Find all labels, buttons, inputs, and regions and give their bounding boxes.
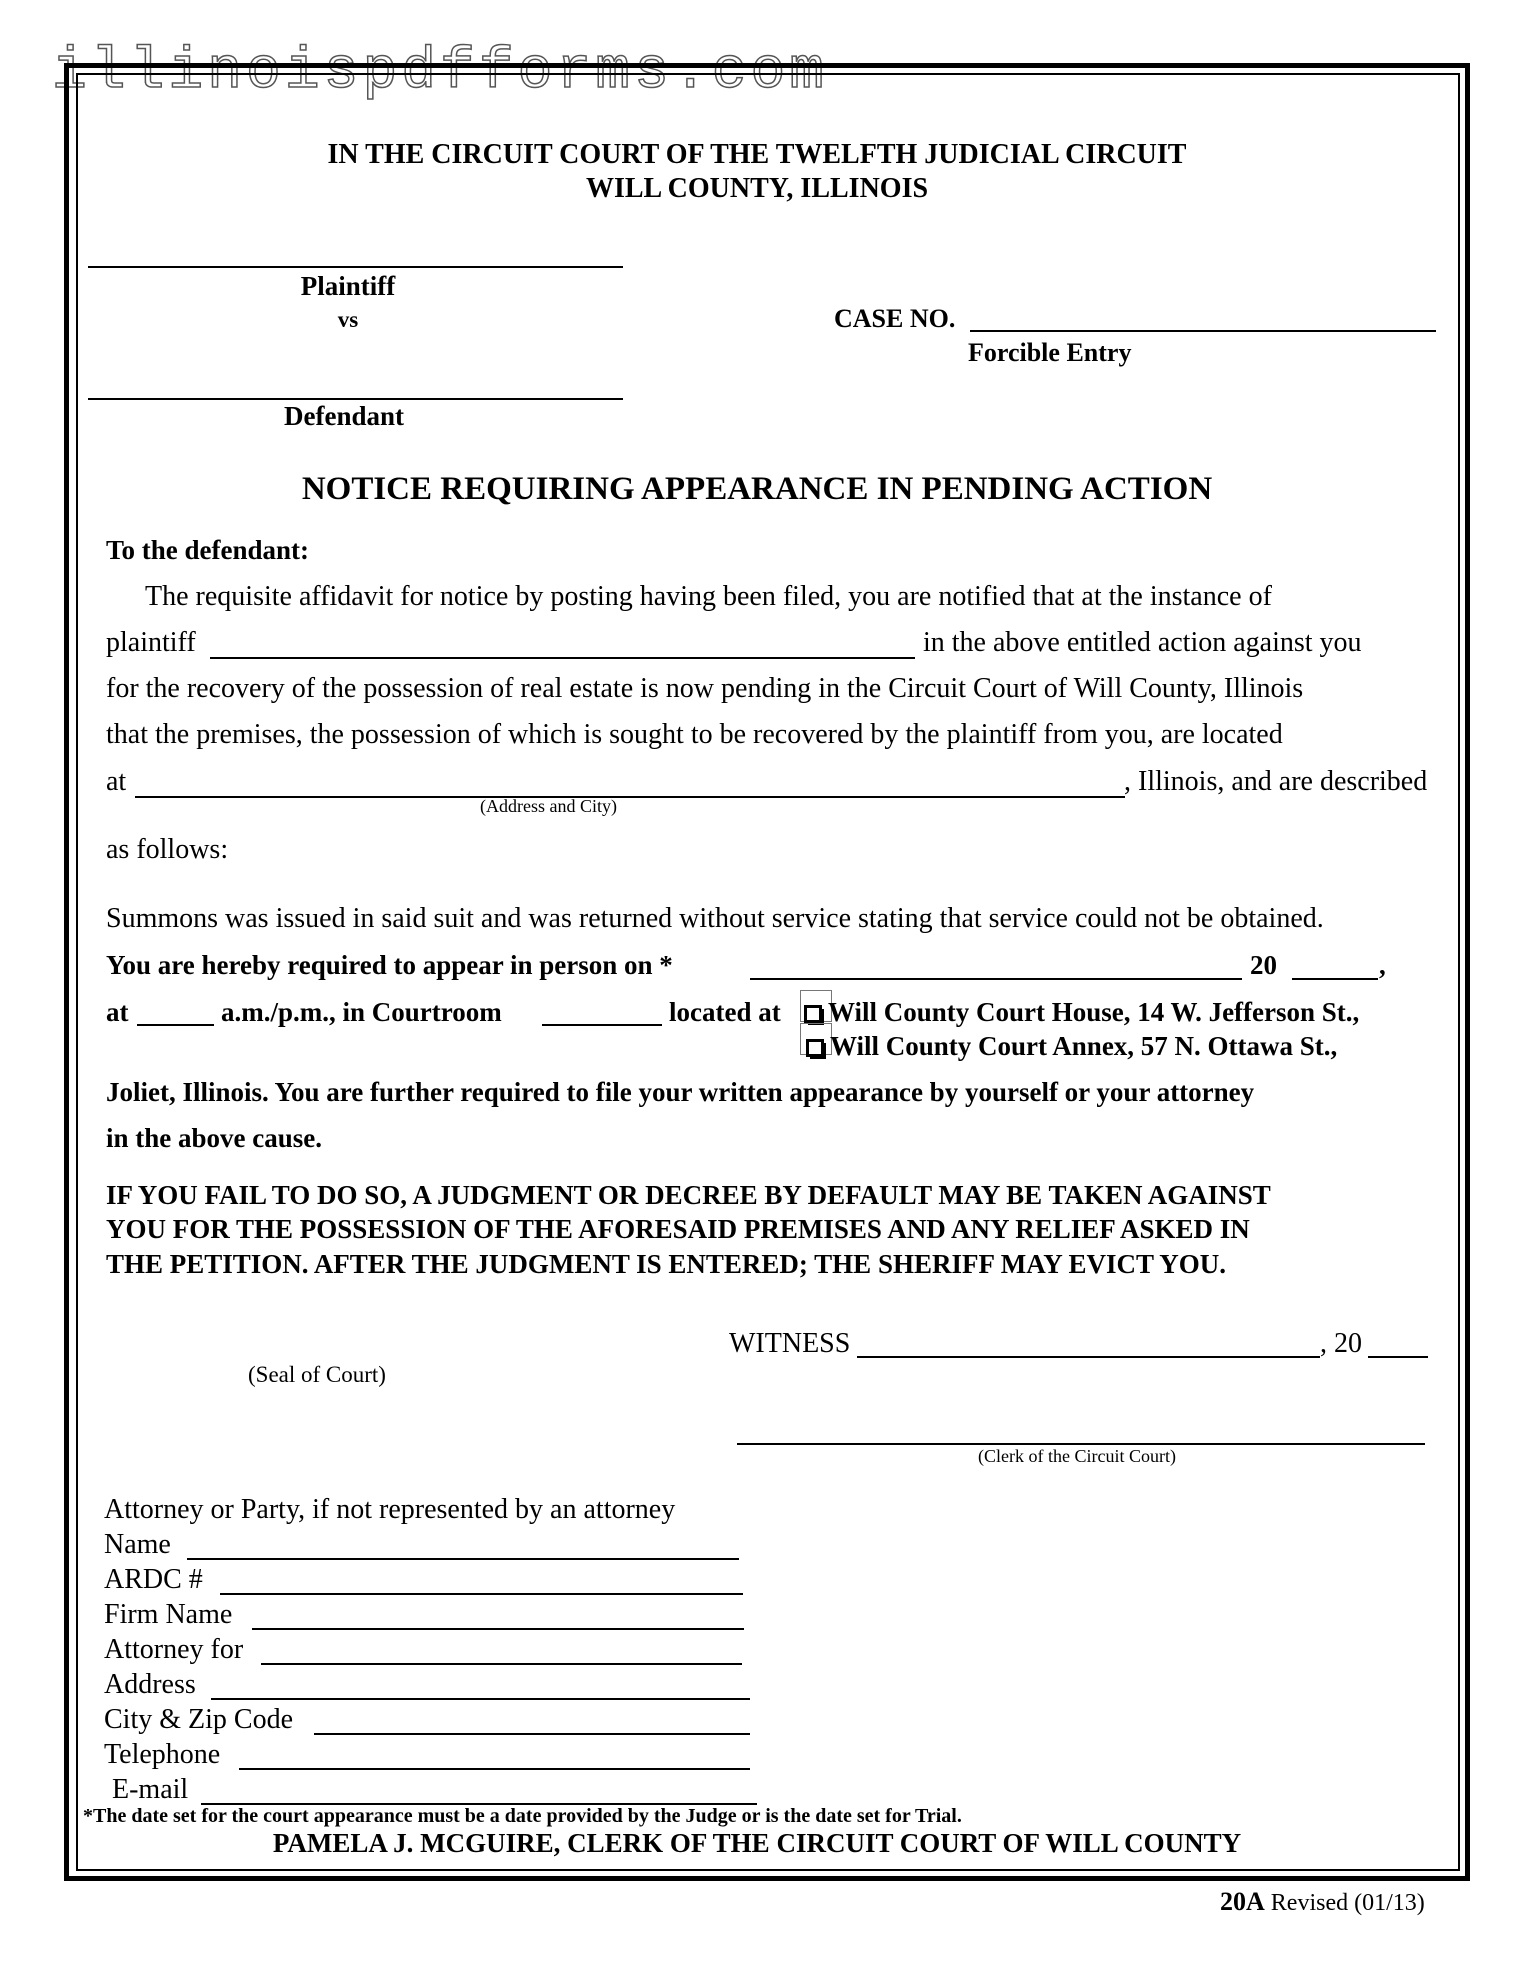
clerk-signature-field[interactable] <box>737 1443 1425 1445</box>
county-name: WILL COUNTY, ILLINOIS <box>585 173 929 204</box>
attorney-name-label: Name <box>104 1529 171 1560</box>
case-type: Forcible Entry <box>968 338 1132 367</box>
plaintiff-name-field[interactable] <box>88 266 623 268</box>
address-suffix: , Illinois, and are described <box>1124 766 1428 797</box>
attorney-for-field[interactable] <box>261 1663 742 1665</box>
checkbox-icon <box>804 1005 822 1023</box>
address-field[interactable] <box>135 796 1125 798</box>
attorney-ardc-field[interactable] <box>220 1593 743 1595</box>
appearance-date-field[interactable] <box>750 978 1242 980</box>
plaintiff-field[interactable] <box>210 657 915 659</box>
body-line-3: for the recovery of the possession of real estate is now pending in the Circuit Court of Will County, Illinois <box>106 673 1304 704</box>
defendant-label: Defendant <box>284 401 404 431</box>
clerk-name: PAMELA J. MCGUIRE, CLERK OF THE CIRCUIT COURT OF WILL COUNTY <box>272 1828 1242 1858</box>
vs-label: vs <box>337 307 359 332</box>
case-no-label: CASE NO. <box>834 304 956 333</box>
time-field[interactable] <box>137 1024 214 1026</box>
attorney-ardc-label: ARDC # <box>104 1564 203 1595</box>
ampm-courtroom-label: a.m./p.m., in Courtroom <box>221 997 502 1027</box>
address-prefix: at <box>106 766 127 797</box>
appear-year-label: 20 <box>1250 950 1277 980</box>
address-caption: (Address and City) <box>480 796 617 816</box>
body-line-6: as follows: <box>106 834 229 865</box>
witness-year-field[interactable] <box>1368 1356 1428 1358</box>
appearance-year-field[interactable] <box>1292 978 1378 980</box>
located-at-label: located at <box>669 997 781 1027</box>
appear-prefix: You are hereby required to appear in person on * <box>106 950 673 980</box>
joliet-line: Joliet, Illinois. You are further required to file your written appearance by yourself or your attorney <box>106 1077 1255 1107</box>
case-no-field[interactable] <box>970 330 1436 332</box>
document-title: NOTICE REQUIRING APPEARANCE IN PENDING ACTION <box>301 471 1213 507</box>
clerk-caption: (Clerk of the Circuit Court) <box>978 1446 1176 1466</box>
witness-label: WITNESS <box>729 1328 851 1359</box>
form-revision: 20A Revised (01/13) <box>1220 1887 1425 1916</box>
attorney-address-label: Address <box>104 1669 196 1700</box>
body-line-1: The requisite affidavit for notice by posting having been filed, you are notified that at the instance of <box>145 581 1272 612</box>
witness-year-label: , 20 <box>1320 1328 1362 1359</box>
summons-text: Summons was issued in said suit and was returned without service stating that service could not be obtained. <box>106 903 1324 934</box>
body-line-4: that the premises, the possession of which is sought to be recovered by the plaintiff from you, are located <box>106 719 1283 750</box>
warning-line-3: THE PETITION. AFTER THE JUDGMENT IS ENTERED; THE SHERIFF MAY EVICT YOU. <box>106 1249 1226 1279</box>
attorney-email-label: E-mail <box>112 1774 189 1805</box>
checkbox-icon <box>806 1039 824 1057</box>
salutation: To the defendant: <box>106 535 310 565</box>
appear-comma: , <box>1379 950 1386 980</box>
attorney-firm-field[interactable] <box>252 1628 744 1630</box>
plaintiff-suffix: in the above entitled action against you <box>923 627 1362 658</box>
location-courthouse: Will County Court House, 14 W. Jefferson St., <box>804 999 1359 1026</box>
plaintiff-prefix: plaintiff <box>106 627 196 658</box>
attorney-address-field[interactable] <box>211 1698 750 1700</box>
cause-line: in the above cause. <box>106 1123 322 1153</box>
attorney-telephone-field[interactable] <box>239 1768 750 1770</box>
court-name: IN THE CIRCUIT COURT OF THE TWELFTH JUDICIAL CIRCUIT <box>327 139 1187 170</box>
plaintiff-label: Plaintiff <box>300 271 396 301</box>
attorney-name-field[interactable] <box>187 1558 739 1560</box>
attorney-city-zip-field[interactable] <box>314 1733 750 1735</box>
attorney-for-label: Attorney for <box>104 1634 244 1665</box>
watermark: illinoispdfforms.com <box>52 40 829 105</box>
witness-field[interactable] <box>857 1356 1320 1358</box>
at-label: at <box>106 997 129 1027</box>
attorney-city-zip-label: City & Zip Code <box>104 1704 293 1735</box>
warning-line-1: IF YOU FAIL TO DO SO, A JUDGMENT OR DECREE BY DEFAULT MAY BE TAKEN AGAINST <box>106 1180 1271 1210</box>
seal-of-court: (Seal of Court) <box>248 1362 386 1387</box>
attorney-firm-label: Firm Name <box>104 1599 233 1630</box>
warning-line-2: YOU FOR THE POSSESSION OF THE AFORESAID PREMISES AND ANY RELIEF ASKED IN <box>106 1214 1250 1244</box>
courtroom-field[interactable] <box>542 1024 662 1026</box>
location-annex: Will County Court Annex, 57 N. Ottawa St., <box>806 1033 1337 1060</box>
defendant-name-field[interactable] <box>88 398 623 400</box>
attorney-telephone-label: Telephone <box>104 1739 221 1770</box>
footnote: *The date set for the court appearance must be a date provided by the Judge or is the date set for Trial. <box>83 1805 962 1827</box>
attorney-heading: Attorney or Party, if not represented by an attorney <box>104 1494 676 1525</box>
